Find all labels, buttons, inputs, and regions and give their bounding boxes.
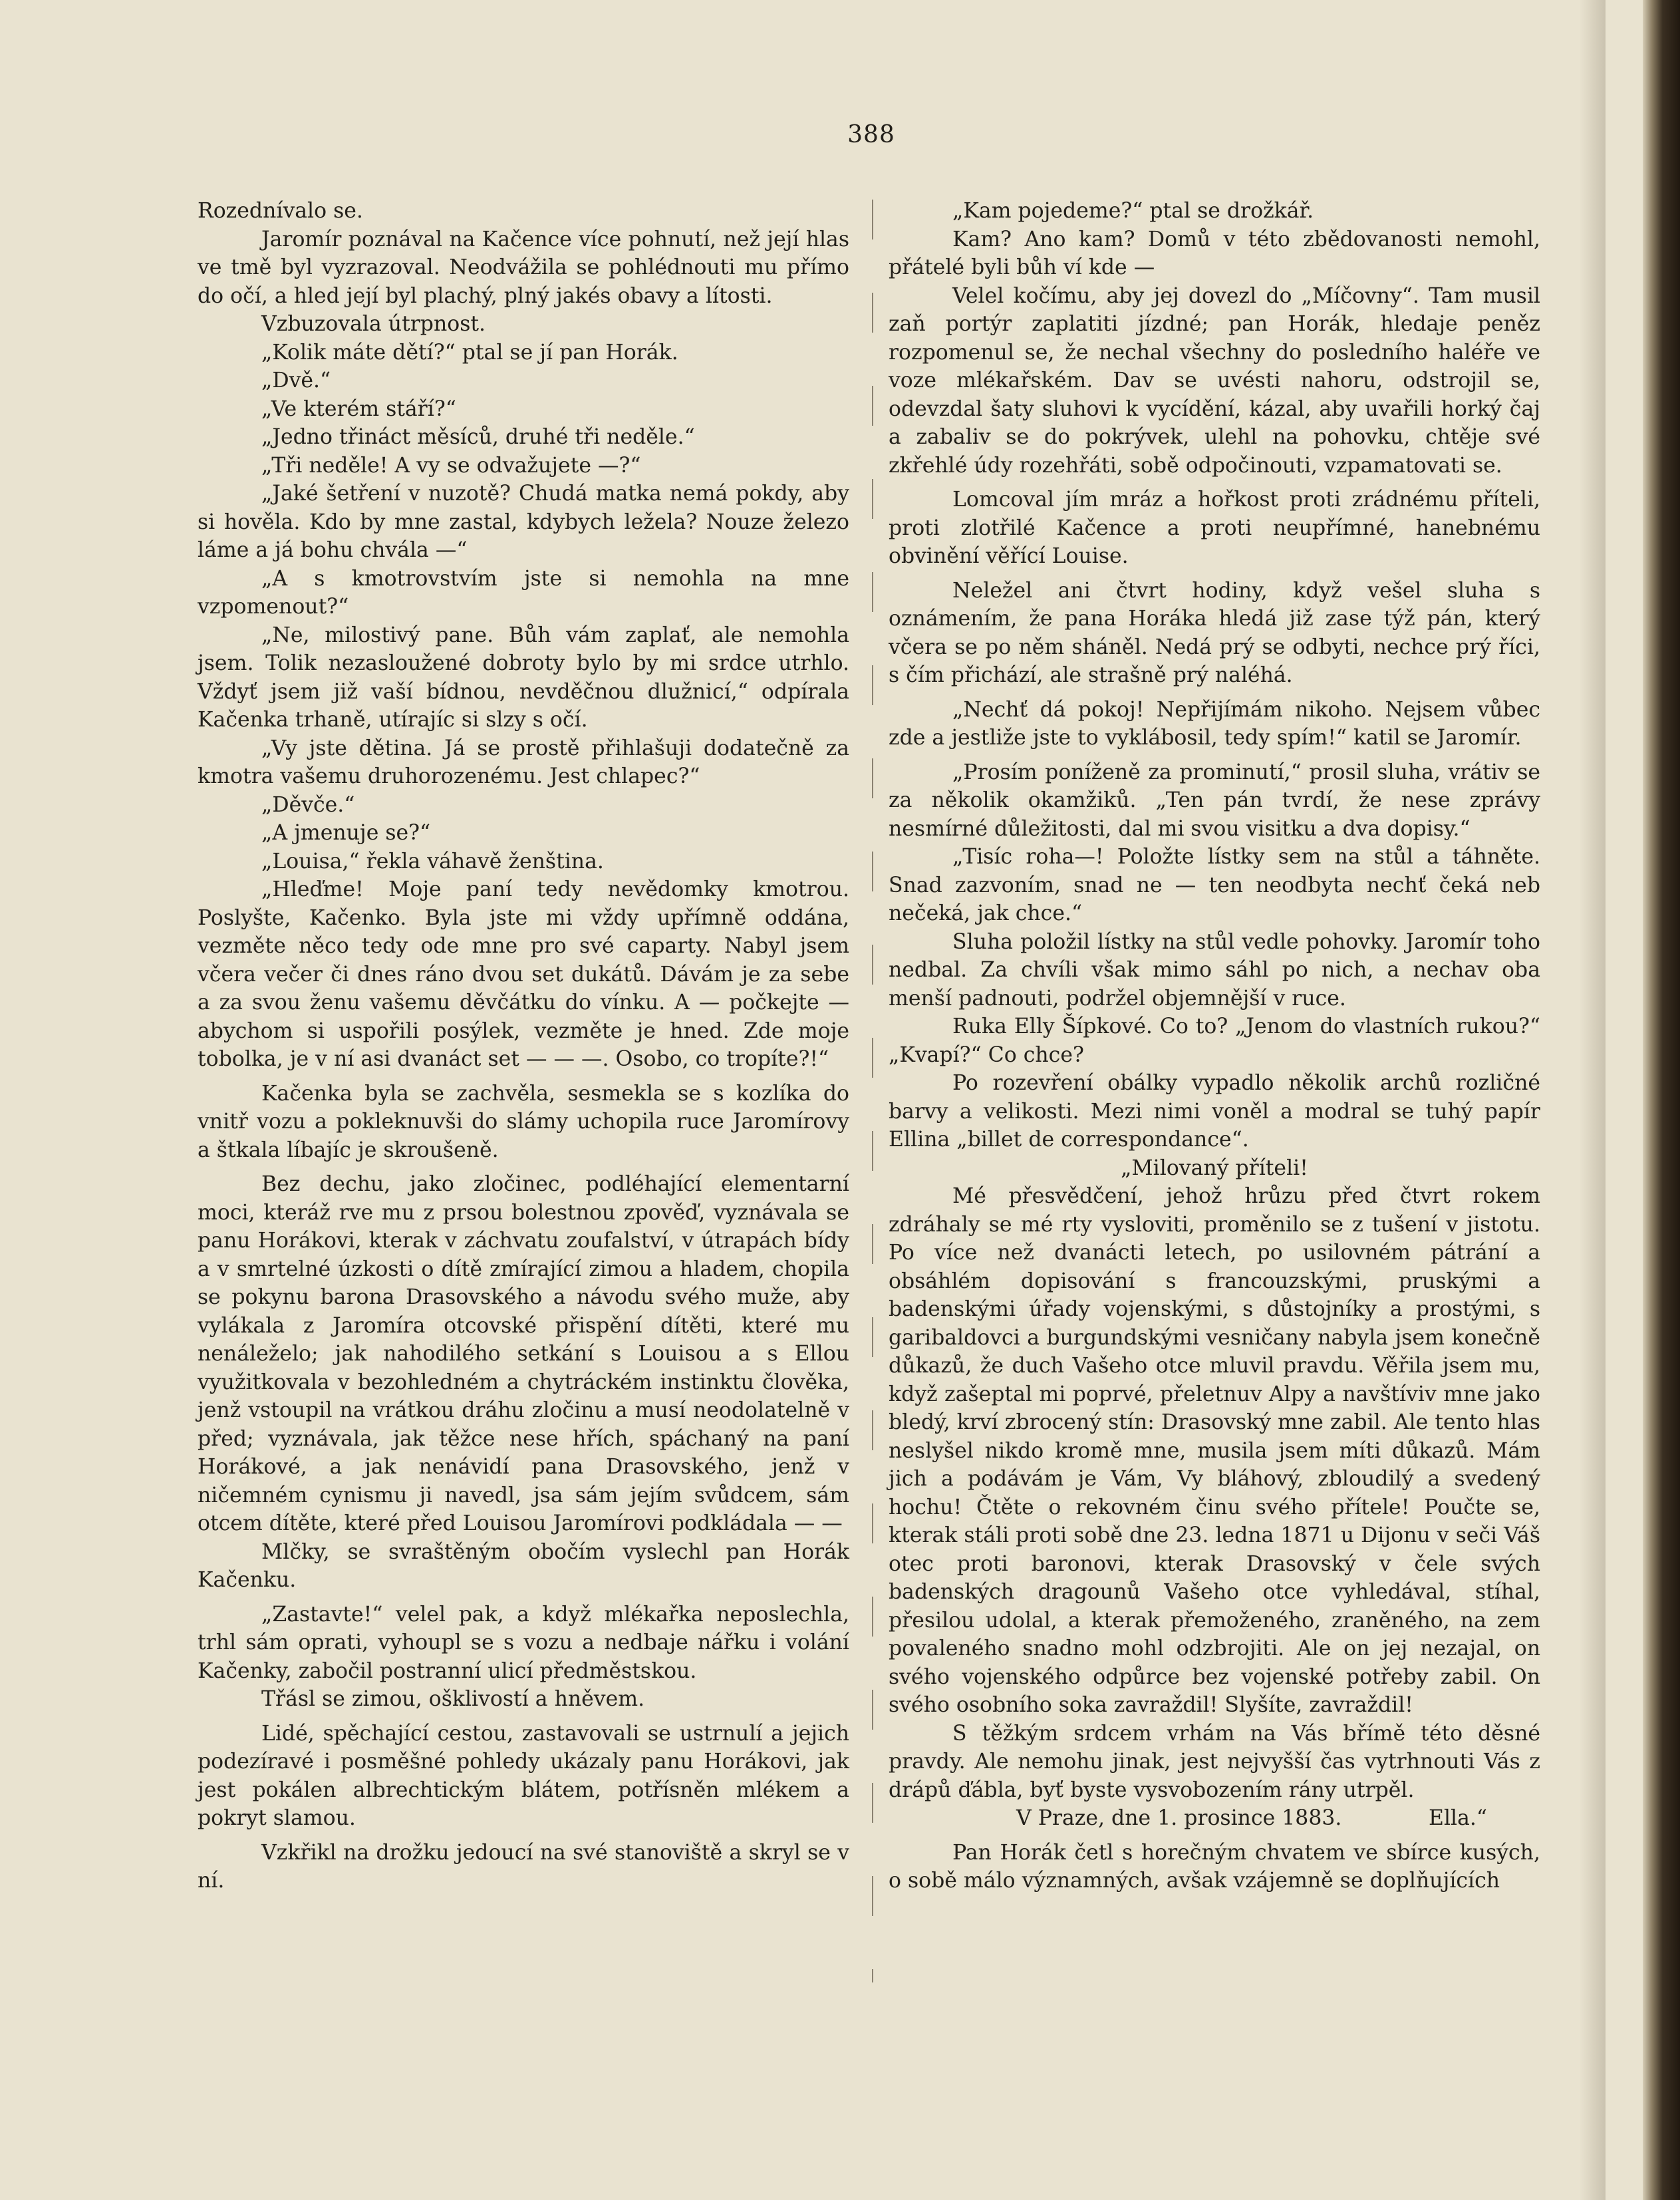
letter-body: Mé přesvědčení, jehož hrůzu před čtvrt rokem zdráhaly se mé rty vysloviti, proměnilo se z tušení v jistotu. Po více než dvanácti letech, po usilovném pátrání a obsáhlém dopisování s francouzskými, pruskými a badenskými úřady vojenskými, s důstojníky a prostými, s garibaldovci a burgundskými vesničany nabyla jsem konečně důkazů, že duch Vašeho otce mluvil pravdu. Věřila jsem mu, když zašeptal mi poprvé, přeletnuv Alpy a navštíviv mne jako bledý, krví zbrocený stín: Drasovský mne zabil. Ale tento hlas neslyšel nikdo kromě mne, musila jsem míti důkazů. Mám jich a podávám je Vám, Vy bláhový, zbloudilý a svedený hochu! Čtěte o rekovném činu svého přítele! Poučte se, kterak stáli proti sobě dne 23. ledna 1871 u Dijonu v seči Váš otec proti baronovi, kterak Drasovský v čele svých badenských dragounů Vašeho otce vyhledával, stíhal, přesilou udolal, a kterak přemoženého, zraněného, na zem povaleného snadno mohl odzbrojiti. Ale on jej nezajal, on svého vojenského odpůrce bez vojenské potřeby zabil. On svého osobního soka zavraždil! Slyšíte, zavraždil! [889,1184,1540,1717]
paragraph: Po rozevření obálky vypadlo několik archů rozličné barvy a velikosti. Mezi nimi voněl a modral se tuhý papír Ellina „billet de correspondance“. [889,1071,1540,1152]
paragraph: Rozednívalo se. [198,199,363,223]
letter-place-date: V Praze, dne 1. prosince 1883. [1016,1806,1342,1830]
paragraph: „Tisíc roha—! Položte lístky sem na stůl a táhněte. Snad zazvoním, snad ne — ten neodbyta nechť čeká neb nečeká, jak chce.“ [889,845,1540,925]
spine-shadow [1579,0,1606,2200]
paragraph: Velel kočímu, aby jej dovezl do „Míčovny“. Tam musil zaň portýr zaplatiti jízdné; pan Horák, hledaje peněz rozpomenul se, že nechal všechny do posledního haléře ve voze mlékařském. Dav se uvésti nahoru, odstrojil se, odevzdal šaty sluhovi k vycídění, kázal, aby uvařili horký čaj a zabaliv se do pokrývek, ulehl na pohovku, chtěje své zkřehlé údy rozehřáti, sobě odpočinouti, vzpamatovati se. [889,283,1540,478]
paragraph: Vzbuzovala útrpnost. [261,312,486,336]
letter-signature: Ella.“ [1428,1806,1487,1830]
paragraph: Mlčky, se svraštěným obočím vyslechl pan Horák Kačenku. [198,1539,849,1592]
right-column [889,197,1540,1895]
letter-body: S těžkým srdcem vrhám na Vás břímě této děsné pravdy. Ale nemohu jinak, jest nejvyšší čas vytrhnouti Vás z drápů ďábla, byť byste vysvobozením rány utrpěl. [889,1721,1540,1802]
paragraph: „Jedno třináct měsíců, druhé tři neděle.“ [261,425,695,449]
paragraph: „A jmenuje se?“ [261,821,431,845]
column-rule [872,200,873,1982]
paragraph: „Zastavte!“ velel pak, a když mlékařka neposlechla, trhl sám oprati, vyhoupl se s vozu a nedbaje nářku i volání Kačenky, zabočil postranní ulicí předměstskou. [198,1602,849,1683]
paragraph: „Ne, milostivý pane. Bůh vám zaplať, ale nemohla jsem. Tolik nezasloužené dobroty bylo by mi srdce utrhlo. Vždyť jsem již vaší bídnou, nevděčnou dlužnicí,“ odpírala Kačenka trhaně, utírajíc si slzy s očí. [198,623,849,732]
paragraph: „Kam pojedeme?“ ptal se drožkář. [952,199,1314,223]
paragraph: Sluha položil lístky na stůl vedle pohovky. Jaromír toho nedbal. Za chvíli však mimo sáhl po nich, a nechav oba menší padnouti, podržel objemnější v ruce. [889,929,1540,1011]
paragraph: Neležel ani čtvrt hodiny, když vešel sluha s oznámením, že pana Horáka hledá již zase týž pán, který včera se po něm sháněl. Nedá prý se odbyti, nechce prý říci, s čím přichází, ale strašně prý naléhá. [889,578,1540,687]
paragraph: Jaromír poznával na Kačence více pohnutí, než její hlas ve tmě byl vyzrazoval. Neodvážila se pohlédnouti mu přímo do očí, a hled její byl plachý, plný jakés obavy a lítosti. [198,227,849,308]
paragraph: „Jaké šetření v nuzotě? Chudá matka nemá pokdy, aby si hověla. Kdo by mne zastal, kdybych ležela? Nouze železo láme a já bohu chvála —“ [198,482,849,562]
paragraph: „Prosím poníženě za prominutí,“ prosil sluha, vrátiv se za několik okamžiků. „Ten pán tvrdí, že nese zprávy nesmírné důležitosti, dal mi svou visitku a dva dopisy.“ [889,760,1540,841]
paragraph: „Nechť dá pokoj! Nepřijímám nikoho. Nejsem vůbec zde a jestliže jste to vyklábosil, tedy spím!“ katil se Jaromír. [889,697,1540,750]
paragraph: Lidé, spěchající cestou, zastavovali se ustrnulí a jejich podezíravé i posměšné pohledy ukázaly panu Horákovi, jak jest pokálen albrechtickým blátem, potřísněn mlékem a pokryt slamou. [198,1721,849,1830]
paragraph: Kam? Ano kam? Domů v této zbědovanosti nemohl, přátelé byli bůh ví kde — [889,227,1540,279]
paragraph: „Louisa,“ řekla váhavě ženština. [261,849,604,873]
paragraph: „A s kmotrovstvím jste si nemohla na mne vzpomenout?“ [198,566,849,619]
paragraph: Bez dechu, jako zločinec, podléhající elementarní moci, kteráž rve mu z prsou bolestnou zpověď, vyznávala se panu Horákovi, kterak v záchvatu zoufalství, v útrapách bídy a v smrtelné úzkosti o dítě zmírající zimou a hladem, chopila se pokynu barona Drasovského a návodu svého muže, aby vylákala z Jaromíra otcovské přispění dítěti, které mu nenáleželo; jak nahodilého setkání s Louisou a s Ellou využitkovala v bezohledném a chytráckém instinktu člověka, jenž vstoupil na vrátkou dráhu zločinu a musí neodolatelně v před; vyznávala, jak těžce nese hřích, spáchaný na paní Horákové, a jak nenávidí pana Drasovského, jenž v ničemném cynismu ji navedl, jsa sám jejím svůdcem, sám otcem dítěte, které před Louisou Jaromírovi podkládala — — [198,1172,849,1535]
page-number: 388 [847,121,895,148]
paragraph: Pan Horák četl s horečným chvatem ve sbírce kusých, o sobě málo významných, avšak vzájemně se doplňujících [889,1840,1540,1893]
left-column [198,197,849,1895]
paragraph: Ruka Elly Šípkové. Co to? „Jenom do vlastních rukou?“ „Kvapí?“ Co chce? [889,1015,1540,1067]
paragraph: „Dvě.“ [261,369,331,393]
paragraph: „Ve kterém stáří?“ [261,396,456,421]
paragraph: „Hleďme! Moje paní tedy nevědomky kmotrou. Poslyšte, Kačenko. Byla jste mi vždy upřímně oddána, vezměte něco tedy ode mne pro své caparty. Nabyl jsem včera večer či dnes ráno dvou set dukátů. Dávám je za sebe a za svou ženu vašemu děvčátku do vínku. A — počkejte — abychom si uspořili posýlek, vezměte je hned. Zde moje tobolka, je v ní asi dvanáct set — — —. Osobo, co tropíte?!“ [198,877,849,1071]
letter-signature-row [889,1804,1540,1833]
paragraph: Vzkřikl na drožku jedoucí na své stanoviště a skryl se v ní. [198,1840,849,1893]
paragraph: „Vy jste dětina. Já se prostě přihlašuji dodatečně za kmotra vašemu druhorozenému. Jest chlapec?“ [198,736,849,788]
paragraph: Kačenka byla se zachvěla, sesmekla se s kozlíka do vnitř vozu a pokleknuvši do slámy uchopila ruce Jaromírovy a štkala líbajíc je skroušeně. [198,1081,849,1162]
letter-salutation: „Milovaný příteli! [1121,1156,1308,1180]
paragraph: „Kolik máte dětí?“ ptal se jí pan Horák. [261,340,678,365]
paragraph: Lomcoval jím mráz a hořkost proti zrádnému příteli, proti zlotřilé Kačence a proti neupřímné, hanebnému obvinění věřící Louise. [889,488,1540,568]
paragraph: „Tři neděle! A vy se odvažujete —?“ [261,453,641,478]
book-spine [1643,0,1680,2200]
paragraph: „Děvče.“ [261,792,355,817]
paragraph: Třásl se zimou, ošklivostí a hněvem. [261,1687,645,1711]
